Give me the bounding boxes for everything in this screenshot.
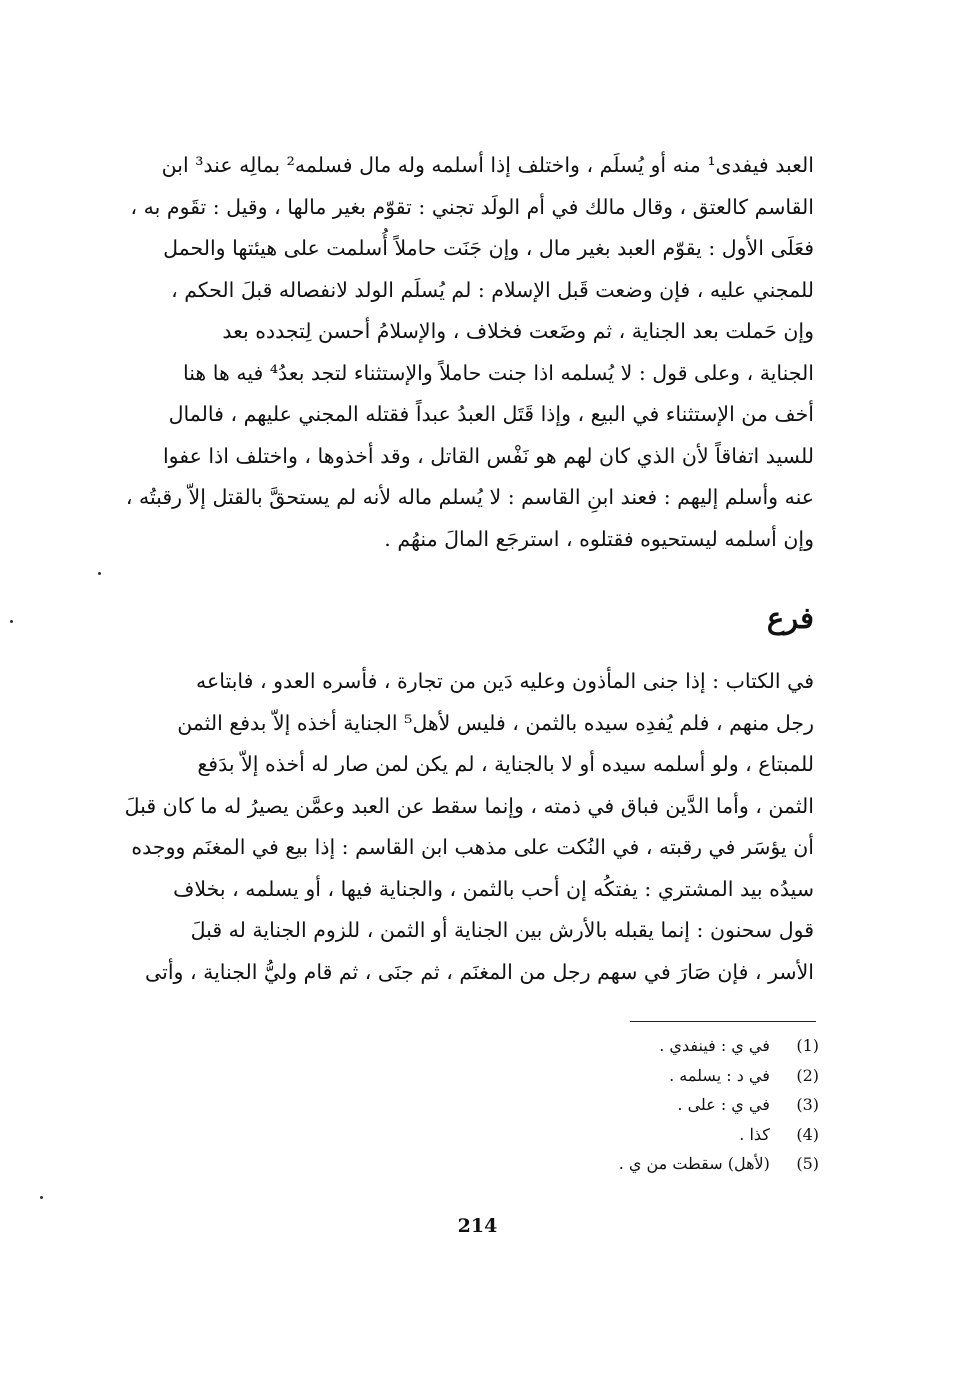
footnote-number: (5) (796, 1154, 819, 1173)
text-line: للمبتاع ، ولو أسلمه سيده أو لا بالجناية ، لم يكن لمن صار له أخذه إلاّ بدَفع (197, 752, 814, 776)
text-line: الأسر ، فإن صَارَ في سهم رجل من المغنَم ، ثم جنَى ، ثم قام وليُّ الجناية ، وأتى (145, 959, 814, 984)
footnote-item (519, 1149, 819, 1179)
text-line: العبد فيفدى¹ منه أو يُسلَم ، واختلف إذا أسلمه وله مال فسلمه² بمالِه عند³ ابن (161, 153, 814, 177)
scan-speck (98, 572, 101, 575)
scan-speck (40, 1196, 43, 1199)
text-line: وإن أسلمه ليستحيوه فقتلوه ، استرجَع المالَ منهُم . (384, 526, 814, 551)
footnote-text: كذا . (739, 1124, 770, 1144)
text-line: الجناية ، وعلى قول : لا يُسلمه اذا جنت حاملاً والإستثناء لتجد بعدُ⁴ فيه ها هنا (183, 360, 814, 385)
footnote-item (519, 1090, 819, 1120)
text-line: أخف من الإستثناء في البيع ، وإذا قَتَل العبدُ عبداً فقتله المجني عليهم ، فالمال (168, 402, 814, 426)
footnote-item (519, 1031, 819, 1061)
text-line: في الكتاب : إذا جنى المأذون وعليه دَين من تجارة ، فأسره العدو ، فابتاعه (196, 669, 814, 693)
footnote-text: في د : يسلمه . (669, 1065, 770, 1085)
footnote-text: في ي : فينفدي . (659, 1036, 770, 1055)
scan-speck (10, 620, 13, 623)
section-heading: فرع (766, 601, 814, 635)
main-paragraph-2 (124, 661, 814, 993)
footnote-divider (630, 1021, 816, 1022)
text-line: عنه وأسلم إليهم : فعند ابنِ القاسم : لا يُسلم ماله لأنه لم يستحقَّ بالقتل إلاّ رقبتُه ، (125, 485, 814, 509)
text-line: للسيد اتفاقاً لأن الذي كان لهم هو نَفْس القاتل ، وقد أخذوها ، واختلف اذا عفوا (162, 443, 814, 468)
main-paragraph-1 (125, 145, 814, 560)
footnote-number: (2) (796, 1065, 819, 1085)
footnote-number: (3) (796, 1095, 819, 1114)
page-number: 214 (457, 1215, 498, 1237)
footnote-number: (4) (796, 1124, 819, 1144)
text-line: الثمن ، وأما الدَّين فباق في ذمته ، وإنما سقط عن العبد وعمَّن يصيرُ له ما كان قبلَ (124, 793, 814, 818)
text-line: رجل منهم ، فلم يُفدِه سيده بالثمن ، فليس لأهل⁵ الجناية أخذه إلاّ بدفع الثمن (177, 710, 814, 735)
footnote-text: (لأهل) سقطت من ي . (618, 1154, 770, 1173)
text-line: وإن حَملت بعد الجناية ، ثم وضَعت فخلاف ، والإسلامُ أحسن لِتجدده بعد (222, 319, 814, 343)
text-line: القاسم كالعتق ، وقال مالك في أم الولَد تجني : تقوّم بغير مالها ، وقيل : تقَوم به ، (130, 194, 814, 219)
text-line: سيدُه بيد المشتري : يفتكُه إن أحب بالثمن ، والجناية فيها ، أو يسلمه ، بخلاف (173, 876, 814, 901)
footnote-item (519, 1120, 819, 1150)
text-line: فعَلَى الأول : يقوّم العبد بغير مال ، وإن جَنَت حاملاً أُسلمت على هيئتها والحمل (163, 236, 814, 260)
text-line: قول سحنون : إنما يقبله بالأرش بين الجناية أو الثمن ، للزوم الجناية له قبلَ (190, 918, 814, 942)
footnote-number: (1) (796, 1036, 819, 1055)
footnotes (519, 1031, 819, 1179)
footnote-text: في ي : على . (677, 1095, 770, 1114)
footnote-item (519, 1061, 819, 1091)
text-line: أن يؤسَر في رقبته ، في النُكت على مذهب ابن القاسم : إذا بيع في المغنَم ووجده (131, 835, 814, 859)
text-line: للمجني عليه ، فإن وضعت قَبل الإسلام : لم يُسلَم الولد لانفصاله قبلَ الحكم ، (171, 277, 814, 302)
